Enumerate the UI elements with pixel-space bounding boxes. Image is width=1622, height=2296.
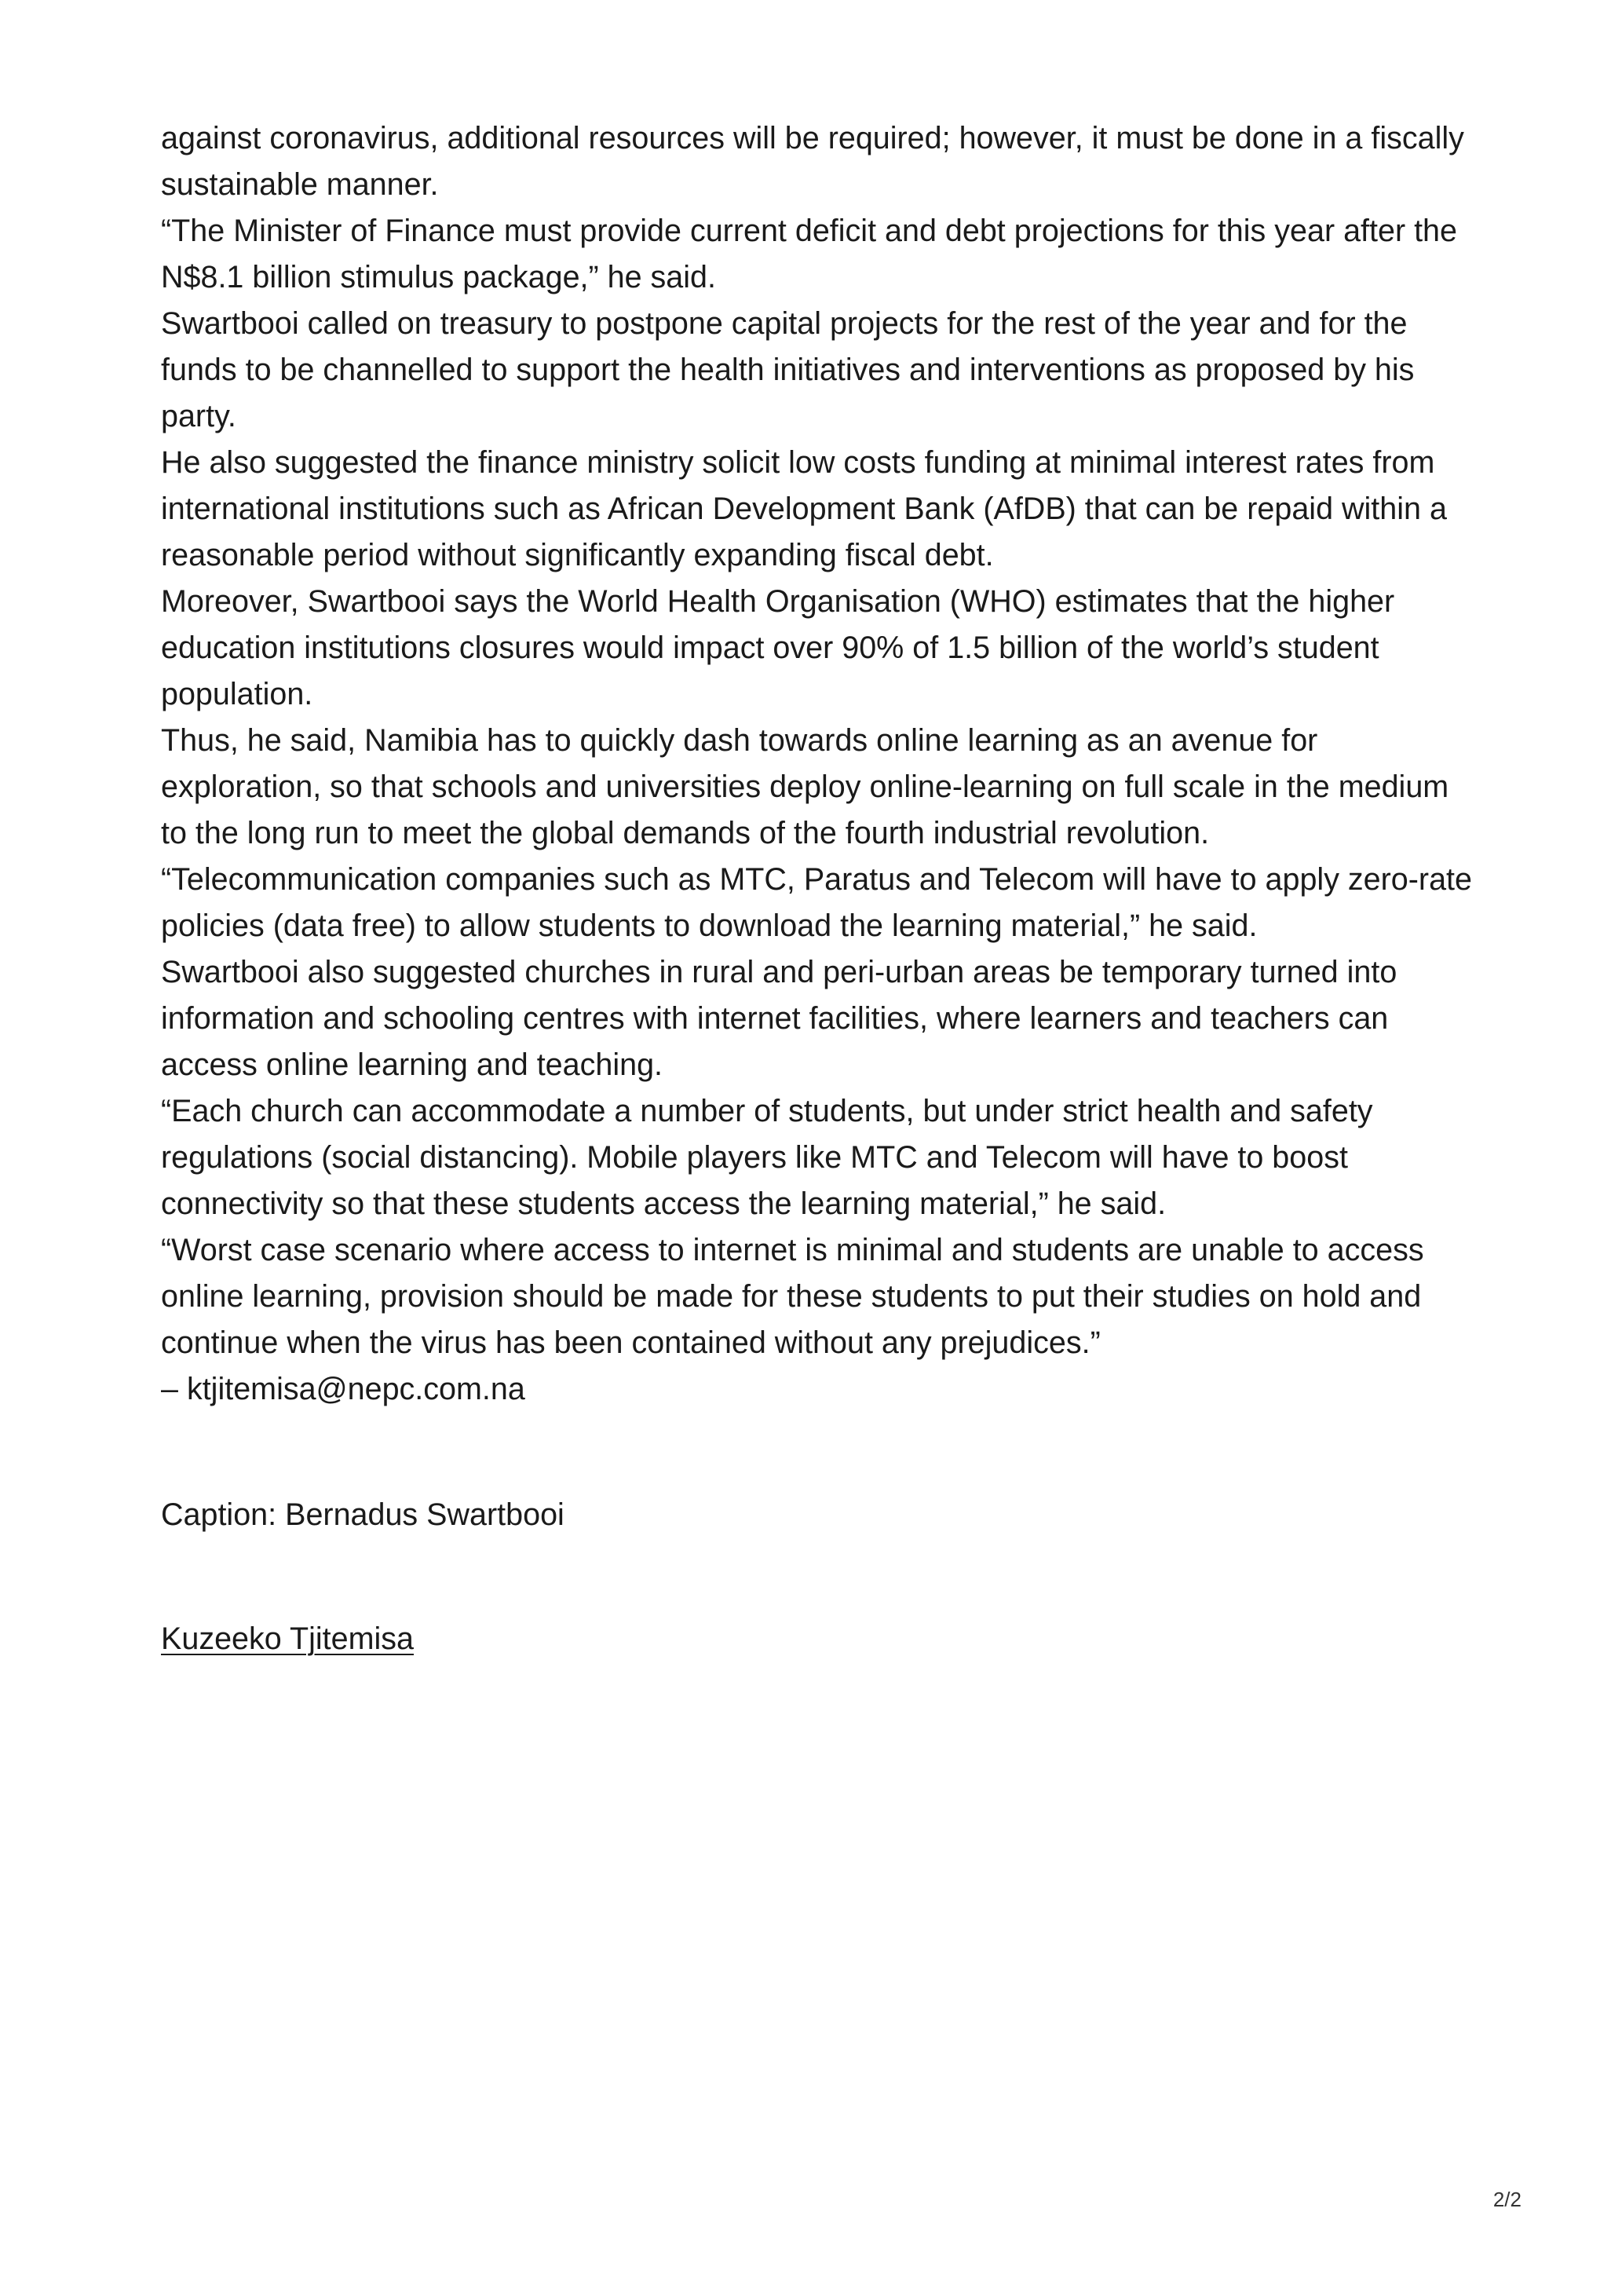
paragraph: “The Minister of Finance must provide current deficit and debt projections for this year after the N$8.1 billion stimulus package,” he said. (161, 214, 1457, 294)
paragraph: Moreover, Swartbooi says the World Health Organisation (WHO) estimates that the higher education institutions closures would impact over 90% of 1.5 billion of the world’s student population. (161, 584, 1395, 711)
paragraph: He also suggested the finance ministry solicit low costs funding at minimal interest rates from international institutions such as African Development Bank (AfDB) that can be repaid within a reasonable period without significantly expanding fiscal debt. (161, 445, 1447, 572)
paragraph: “Telecommunication companies such as MTC, Paratus and Telecom will have to apply zero-rate policies (data free) to allow students to download the learning material,” he said. (161, 862, 1472, 943)
author-email-line: – ktjitemisa@nepc.com.na (161, 1372, 525, 1406)
paragraph: Swartbooi also suggested churches in rural and peri-urban areas be temporary turned into information and schooling centres with internet facilities, where learners and teachers can access online learning and teaching. (161, 955, 1397, 1082)
article-body (161, 115, 1480, 1413)
paragraph: Thus, he said, Namibia has to quickly dash towards online learning as an avenue for exploration, so that schools and universities deploy online-learning on full scale in the medium to the long run to meet the global demands of the fourth industrial revolution. (161, 723, 1449, 850)
paragraph: “Each church can accommodate a number of students, but under strict health and safety regulations (social distancing). Mobile players like MTC and Telecom will have to boost connectivity so that these students access the learning material,” he said. (161, 1094, 1373, 1221)
author-link[interactable]: Kuzeeko Tjitemisa (161, 1621, 414, 1656)
image-caption: Caption: Bernadus Swartbooi (161, 1497, 564, 1532)
page-number: 2/2 (1492, 2188, 1522, 2211)
paragraph: against coronavirus, additional resources will be required; however, it must be done in a fiscally sustainable manner. (161, 121, 1464, 202)
paragraph: Swartbooi called on treasury to postpone capital projects for the rest of the year and for the funds to be channelled to support the health initiatives and interventions as proposed by his party. (161, 306, 1415, 433)
paragraph: “Worst case scenario where access to internet is minimal and students are unable to access online learning, provision should be made for these students to put their studies on hold and continue when the virus has been contained without any prejudices.” (161, 1233, 1424, 1360)
